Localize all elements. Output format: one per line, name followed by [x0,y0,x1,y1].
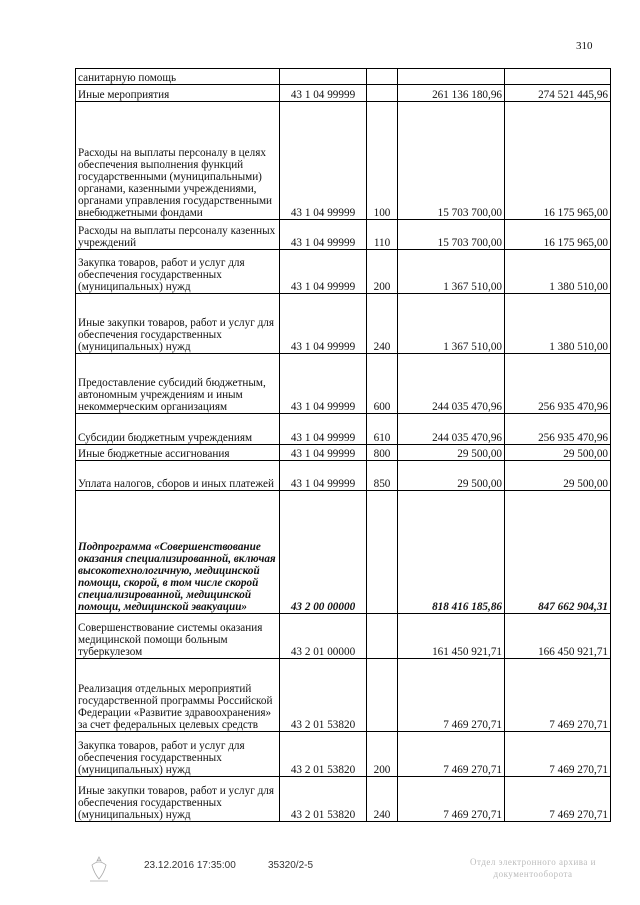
row-code-cell: 43 1 04 99999 [280,414,367,445]
row-name-cell: Совершенствование системы оказания медицинской помощи больным туберкулезом [76,614,280,659]
row-year1-cell: 15 703 700,00 [398,102,505,220]
table-row [76,294,611,354]
row-type-cell: 200 [367,250,398,294]
row-year1-cell: 161 450 921,71 [398,614,505,659]
row-year2-cell: 166 450 921,71 [505,614,611,659]
row-type-cell [367,69,398,85]
row-year1-cell: 1 367 510,00 [398,294,505,354]
row-year1-cell: 818 416 185,86 [398,491,505,614]
row-name-cell: Расходы на выплаты персоналу в целях обеспечения выполнения функций государственными (муниципальными) органами, казенными учреждениями, органами управления государственными внебюджетными фондами [76,102,280,220]
row-type-cell [367,491,398,614]
row-type-cell [367,614,398,659]
row-code-cell: 43 1 04 99999 [280,85,367,102]
row-year2-cell: 16 175 965,00 [505,102,611,220]
row-year1-cell: 15 703 700,00 [398,220,505,250]
row-name-cell: Уплата налогов, сборов и иных платежей [76,461,280,491]
table-row [76,461,611,491]
row-code-cell: 43 1 04 99999 [280,461,367,491]
row-year1-cell: 7 469 270,71 [398,732,505,777]
row-year1-cell: 29 500,00 [398,461,505,491]
archive-stamp: Отдел электронного архива и документооборота [470,857,596,879]
row-type-cell: 200 [367,732,398,777]
table-row [76,445,611,461]
table-row [76,777,611,822]
row-year1-cell: 261 136 180,96 [398,85,505,102]
row-name-cell: Закупка товаров, работ и услуг для обеспечения государственных (муниципальных) нужд [76,250,280,294]
table-row [76,491,611,614]
row-year1-cell: 1 367 510,00 [398,250,505,294]
row-name-cell: Предоставление субсидий бюджетным, автономным учреждениям и иным некоммерческим организациям [76,354,280,414]
budget-table [75,68,611,822]
row-type-cell: 610 [367,414,398,445]
row-type-cell: 100 [367,102,398,220]
row-name-cell: Подпрограмма «Совершенствование оказания специализированной, включая высокотехнологичную, медицинской помощи, скорой, в том числе скорой специализированной, медицинской помощи, медицинской эвакуации» [76,491,280,614]
row-year2-cell: 7 469 270,71 [505,659,611,732]
row-type-cell: 110 [367,220,398,250]
table-row [76,69,611,85]
row-year1-cell: 244 035 470,96 [398,354,505,414]
row-name-cell: санитарную помощь [76,69,280,85]
footer-doc-number: 35320/2-5 [268,860,314,871]
row-type-cell: 800 [367,445,398,461]
row-type-cell [367,659,398,732]
row-year1-cell: 7 469 270,71 [398,777,505,822]
row-name-cell: Иные закупки товаров, работ и услуг для обеспечения государственных (муниципальных) нужд [76,294,280,354]
row-year2-cell: 1 380 510,00 [505,294,611,354]
row-year2-cell: 16 175 965,00 [505,220,611,250]
row-name-cell: Расходы на выплаты персоналу казенных учреждений [76,220,280,250]
row-type-cell [367,85,398,102]
table-row [76,354,611,414]
row-name-cell: Закупка товаров, работ и услуг для обеспечения государственных (муниципальных) нужд [76,732,280,777]
row-year2-cell: 29 500,00 [505,445,611,461]
row-code-cell: 43 2 01 00000 [280,614,367,659]
row-name-cell: Иные закупки товаров, работ и услуг для обеспечения государственных (муниципальных) нужд [76,777,280,822]
row-year1-cell: 29 500,00 [398,445,505,461]
row-year1-cell [398,69,505,85]
row-code-cell: 43 1 04 99999 [280,354,367,414]
row-code-cell: 43 2 01 53820 [280,777,367,822]
row-name-cell: Иные бюджетные ассигнования [76,445,280,461]
row-year2-cell [505,69,611,85]
row-code-cell: 43 1 04 99999 [280,102,367,220]
row-name-cell: Иные мероприятия [76,85,280,102]
row-code-cell: 43 2 00 00000 [280,491,367,614]
table-row [76,614,611,659]
table-row [76,220,611,250]
row-type-cell: 850 [367,461,398,491]
row-type-cell: 600 [367,354,398,414]
row-year2-cell: 274 521 445,96 [505,85,611,102]
row-year1-cell: 7 469 270,71 [398,659,505,732]
row-code-cell: 43 1 04 99999 [280,294,367,354]
table-row [76,102,611,220]
row-year2-cell: 256 935 470,96 [505,354,611,414]
row-year2-cell: 29 500,00 [505,461,611,491]
row-name-cell: Субсидии бюджетным учреждениям [76,414,280,445]
row-year2-cell: 847 662 904,31 [505,491,611,614]
table-row [76,732,611,777]
row-year2-cell: 7 469 270,71 [505,732,611,777]
row-code-cell: 43 2 01 53820 [280,732,367,777]
row-year2-cell: 256 935 470,96 [505,414,611,445]
page-number: 310 [576,40,593,52]
row-year1-cell: 244 035 470,96 [398,414,505,445]
row-code-cell: 43 1 04 99999 [280,445,367,461]
row-type-cell: 240 [367,294,398,354]
row-code-cell: 43 1 04 99999 [280,220,367,250]
row-type-cell: 240 [367,777,398,822]
table-row [76,250,611,294]
footer-date: 23.12.2016 17:35:00 [144,860,236,871]
row-name-cell: Реализация отдельных мероприятий государственной программы Российской Федерации «Развитие здравоохранения» за счет федеральных целевых средств [76,659,280,732]
row-year2-cell: 1 380 510,00 [505,250,611,294]
row-code-cell: 43 1 04 99999 [280,250,367,294]
row-year2-cell: 7 469 270,71 [505,777,611,822]
row-code-cell: 43 2 01 53820 [280,659,367,732]
table-row [76,414,611,445]
table-row [76,659,611,732]
emblem-icon [88,855,110,883]
row-code-cell [280,69,367,85]
table-row [76,85,611,102]
